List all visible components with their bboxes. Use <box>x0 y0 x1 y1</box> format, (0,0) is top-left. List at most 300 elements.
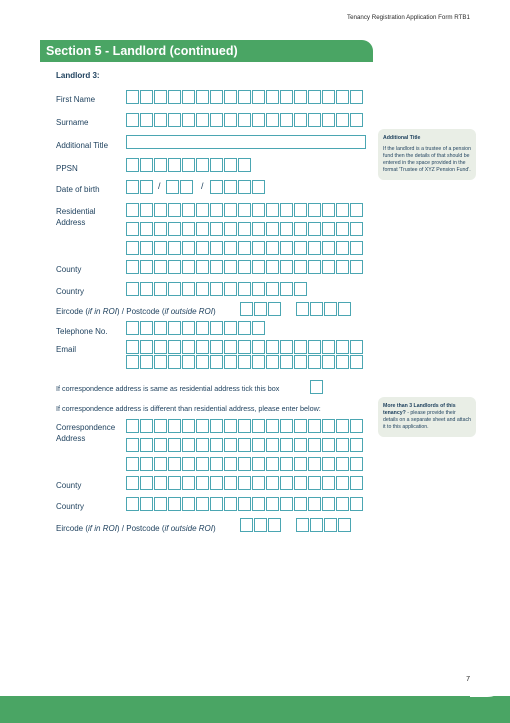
character-box[interactable] <box>252 113 265 127</box>
character-box[interactable] <box>266 222 279 236</box>
character-box[interactable] <box>294 222 307 236</box>
character-box[interactable] <box>296 302 309 316</box>
character-box[interactable] <box>154 203 167 217</box>
same-address-checkbox[interactable] <box>310 380 323 394</box>
character-box[interactable] <box>238 476 251 490</box>
character-box[interactable] <box>224 355 237 369</box>
character-box[interactable] <box>238 321 251 335</box>
character-box[interactable] <box>196 355 209 369</box>
character-box[interactable] <box>280 282 293 296</box>
character-box[interactable] <box>168 282 181 296</box>
character-box[interactable] <box>308 113 321 127</box>
character-box[interactable] <box>182 419 195 433</box>
character-box[interactable] <box>238 340 251 354</box>
character-box[interactable] <box>140 476 153 490</box>
character-box[interactable] <box>252 282 265 296</box>
character-box[interactable] <box>224 90 237 104</box>
character-box[interactable] <box>196 419 209 433</box>
character-box[interactable] <box>308 476 321 490</box>
character-box[interactable] <box>196 158 209 172</box>
character-box[interactable] <box>196 241 209 255</box>
character-box[interactable] <box>126 419 139 433</box>
character-box[interactable] <box>168 438 181 452</box>
character-box[interactable] <box>308 457 321 471</box>
character-box[interactable] <box>308 419 321 433</box>
county-field[interactable] <box>126 260 364 274</box>
character-box[interactable] <box>266 438 279 452</box>
character-box[interactable] <box>126 355 139 369</box>
character-box[interactable] <box>350 457 363 471</box>
character-box[interactable] <box>322 340 335 354</box>
character-box[interactable] <box>210 419 223 433</box>
character-box[interactable] <box>252 241 265 255</box>
character-box[interactable] <box>294 476 307 490</box>
character-box[interactable] <box>268 518 281 532</box>
character-box[interactable] <box>338 518 351 532</box>
character-box[interactable] <box>350 241 363 255</box>
correspondence-address-line-3[interactable] <box>126 457 364 471</box>
character-box[interactable] <box>294 203 307 217</box>
character-box[interactable] <box>252 260 265 274</box>
correspondence-eircode-routing-field[interactable] <box>240 518 282 532</box>
character-box[interactable] <box>210 241 223 255</box>
character-box[interactable] <box>294 113 307 127</box>
character-box[interactable] <box>154 438 167 452</box>
character-box[interactable] <box>294 419 307 433</box>
character-box[interactable] <box>182 476 195 490</box>
character-box[interactable] <box>140 241 153 255</box>
character-box[interactable] <box>224 457 237 471</box>
character-box[interactable] <box>322 476 335 490</box>
character-box[interactable] <box>168 241 181 255</box>
correspondence-address-line-1[interactable] <box>126 419 364 433</box>
character-box[interactable] <box>336 419 349 433</box>
character-box[interactable] <box>182 113 195 127</box>
character-box[interactable] <box>238 241 251 255</box>
character-box[interactable] <box>196 438 209 452</box>
character-box[interactable] <box>182 438 195 452</box>
character-box[interactable] <box>238 203 251 217</box>
character-box[interactable] <box>350 438 363 452</box>
character-box[interactable] <box>280 497 293 511</box>
character-box[interactable] <box>336 340 349 354</box>
character-box[interactable] <box>210 457 223 471</box>
character-box[interactable] <box>238 282 251 296</box>
character-box[interactable] <box>238 457 251 471</box>
character-box[interactable] <box>336 355 349 369</box>
character-box[interactable] <box>154 222 167 236</box>
character-box[interactable] <box>166 180 179 194</box>
character-box[interactable] <box>140 321 153 335</box>
character-box[interactable] <box>154 241 167 255</box>
character-box[interactable] <box>294 340 307 354</box>
character-box[interactable] <box>196 203 209 217</box>
character-box[interactable] <box>322 260 335 274</box>
character-box[interactable] <box>196 340 209 354</box>
character-box[interactable] <box>280 340 293 354</box>
character-box[interactable] <box>126 158 139 172</box>
character-box[interactable] <box>252 321 265 335</box>
character-box[interactable] <box>126 180 139 194</box>
character-box[interactable] <box>238 180 251 194</box>
character-box[interactable] <box>252 203 265 217</box>
character-box[interactable] <box>224 113 237 127</box>
character-box[interactable] <box>336 476 349 490</box>
character-box[interactable] <box>210 282 223 296</box>
character-box[interactable] <box>196 222 209 236</box>
character-box[interactable] <box>266 113 279 127</box>
character-box[interactable] <box>168 203 181 217</box>
character-box[interactable] <box>280 203 293 217</box>
character-box[interactable] <box>210 113 223 127</box>
character-box[interactable] <box>126 260 139 274</box>
character-box[interactable] <box>294 355 307 369</box>
character-box[interactable] <box>238 222 251 236</box>
character-box[interactable] <box>224 438 237 452</box>
character-box[interactable] <box>336 90 349 104</box>
character-box[interactable] <box>308 355 321 369</box>
character-box[interactable] <box>224 241 237 255</box>
character-box[interactable] <box>336 260 349 274</box>
eircode-identifier-field[interactable] <box>296 302 352 316</box>
character-box[interactable] <box>322 497 335 511</box>
character-box[interactable] <box>238 355 251 369</box>
character-box[interactable] <box>140 419 153 433</box>
character-box[interactable] <box>322 203 335 217</box>
character-box[interactable] <box>168 113 181 127</box>
character-box[interactable] <box>224 180 237 194</box>
character-box[interactable] <box>168 340 181 354</box>
character-box[interactable] <box>308 203 321 217</box>
character-box[interactable] <box>196 90 209 104</box>
character-box[interactable] <box>182 90 195 104</box>
character-box[interactable] <box>266 340 279 354</box>
character-box[interactable] <box>350 222 363 236</box>
character-box[interactable] <box>322 222 335 236</box>
character-box[interactable] <box>126 241 139 255</box>
character-box[interactable] <box>336 497 349 511</box>
character-box[interactable] <box>224 260 237 274</box>
correspondence-address-line-2[interactable] <box>126 438 364 452</box>
character-box[interactable] <box>196 497 209 511</box>
character-box[interactable] <box>210 90 223 104</box>
character-box[interactable] <box>140 497 153 511</box>
character-box[interactable] <box>350 476 363 490</box>
character-box[interactable] <box>294 260 307 274</box>
character-box[interactable] <box>168 355 181 369</box>
character-box[interactable] <box>240 518 253 532</box>
correspondence-county-field[interactable] <box>126 476 364 490</box>
character-box[interactable] <box>308 222 321 236</box>
character-box[interactable] <box>126 282 139 296</box>
character-box[interactable] <box>196 282 209 296</box>
character-box[interactable] <box>266 355 279 369</box>
character-box[interactable] <box>338 302 351 316</box>
character-box[interactable] <box>168 321 181 335</box>
eircode-routing-field[interactable] <box>240 302 282 316</box>
email-line-2[interactable] <box>126 355 364 369</box>
character-box[interactable] <box>210 222 223 236</box>
character-box[interactable] <box>350 260 363 274</box>
character-box[interactable] <box>168 158 181 172</box>
character-box[interactable] <box>252 438 265 452</box>
character-box[interactable] <box>240 302 253 316</box>
character-box[interactable] <box>210 180 223 194</box>
character-box[interactable] <box>252 497 265 511</box>
character-box[interactable] <box>154 282 167 296</box>
character-box[interactable] <box>126 113 139 127</box>
character-box[interactable] <box>336 457 349 471</box>
character-box[interactable] <box>252 90 265 104</box>
character-box[interactable] <box>154 158 167 172</box>
character-box[interactable] <box>280 419 293 433</box>
character-box[interactable] <box>182 497 195 511</box>
character-box[interactable] <box>310 518 323 532</box>
character-box[interactable] <box>252 180 265 194</box>
character-box[interactable] <box>140 203 153 217</box>
character-box[interactable] <box>280 438 293 452</box>
character-box[interactable] <box>238 419 251 433</box>
character-box[interactable] <box>224 476 237 490</box>
additional-title-field[interactable] <box>126 135 366 149</box>
residential-address-line-2[interactable] <box>126 222 364 236</box>
character-box[interactable] <box>280 355 293 369</box>
character-box[interactable] <box>126 457 139 471</box>
dob-day-field[interactable] <box>126 180 154 194</box>
character-box[interactable] <box>266 457 279 471</box>
character-box[interactable] <box>210 158 223 172</box>
character-box[interactable] <box>324 518 337 532</box>
character-box[interactable] <box>238 158 251 172</box>
character-box[interactable] <box>154 113 167 127</box>
character-box[interactable] <box>196 321 209 335</box>
character-box[interactable] <box>126 90 139 104</box>
character-box[interactable] <box>154 419 167 433</box>
character-box[interactable] <box>294 457 307 471</box>
character-box[interactable] <box>308 497 321 511</box>
character-box[interactable] <box>210 355 223 369</box>
character-box[interactable] <box>350 419 363 433</box>
character-box[interactable] <box>210 497 223 511</box>
character-box[interactable] <box>210 203 223 217</box>
character-box[interactable] <box>238 438 251 452</box>
character-box[interactable] <box>294 90 307 104</box>
character-box[interactable] <box>168 222 181 236</box>
character-box[interactable] <box>294 241 307 255</box>
character-box[interactable] <box>266 203 279 217</box>
character-box[interactable] <box>180 180 193 194</box>
character-box[interactable] <box>336 203 349 217</box>
character-box[interactable] <box>182 260 195 274</box>
character-box[interactable] <box>252 419 265 433</box>
character-box[interactable] <box>224 340 237 354</box>
correspondence-eircode-identifier-field[interactable] <box>296 518 352 532</box>
character-box[interactable] <box>350 497 363 511</box>
character-box[interactable] <box>210 476 223 490</box>
character-box[interactable] <box>322 419 335 433</box>
character-box[interactable] <box>126 222 139 236</box>
character-box[interactable] <box>126 497 139 511</box>
character-box[interactable] <box>196 260 209 274</box>
character-box[interactable] <box>154 90 167 104</box>
character-box[interactable] <box>224 158 237 172</box>
character-box[interactable] <box>336 113 349 127</box>
character-box[interactable] <box>182 457 195 471</box>
character-box[interactable] <box>254 518 267 532</box>
character-box[interactable] <box>140 113 153 127</box>
character-box[interactable] <box>336 438 349 452</box>
character-box[interactable] <box>224 282 237 296</box>
character-box[interactable] <box>196 113 209 127</box>
character-box[interactable] <box>224 222 237 236</box>
character-box[interactable] <box>310 302 323 316</box>
character-box[interactable] <box>252 355 265 369</box>
character-box[interactable] <box>238 497 251 511</box>
character-box[interactable] <box>168 497 181 511</box>
character-box[interactable] <box>182 355 195 369</box>
character-box[interactable] <box>308 260 321 274</box>
character-box[interactable] <box>210 321 223 335</box>
character-box[interactable] <box>266 241 279 255</box>
character-box[interactable] <box>266 90 279 104</box>
first-name-field[interactable] <box>126 90 364 104</box>
character-box[interactable] <box>252 476 265 490</box>
character-box[interactable] <box>140 457 153 471</box>
character-box[interactable] <box>140 90 153 104</box>
character-box[interactable] <box>168 419 181 433</box>
character-box[interactable] <box>182 158 195 172</box>
dob-month-field[interactable] <box>166 180 194 194</box>
character-box[interactable] <box>126 340 139 354</box>
character-box[interactable] <box>266 260 279 274</box>
character-box[interactable] <box>308 438 321 452</box>
character-box[interactable] <box>294 282 307 296</box>
character-box[interactable] <box>336 241 349 255</box>
character-box[interactable] <box>238 260 251 274</box>
character-box[interactable] <box>168 90 181 104</box>
character-box[interactable] <box>280 113 293 127</box>
character-box[interactable] <box>154 476 167 490</box>
character-box[interactable] <box>308 241 321 255</box>
character-box[interactable] <box>210 340 223 354</box>
character-box[interactable] <box>140 180 153 194</box>
character-box[interactable] <box>336 222 349 236</box>
character-box[interactable] <box>168 260 181 274</box>
character-box[interactable] <box>294 497 307 511</box>
character-box[interactable] <box>350 340 363 354</box>
email-line-1[interactable] <box>126 340 364 354</box>
character-box[interactable] <box>182 321 195 335</box>
character-box[interactable] <box>252 340 265 354</box>
character-box[interactable] <box>224 419 237 433</box>
character-box[interactable] <box>296 518 309 532</box>
character-box[interactable] <box>254 302 267 316</box>
character-box[interactable] <box>224 497 237 511</box>
character-box[interactable] <box>280 222 293 236</box>
character-box[interactable] <box>350 203 363 217</box>
character-box[interactable] <box>350 355 363 369</box>
character-box[interactable] <box>266 282 279 296</box>
telephone-field[interactable] <box>126 321 266 335</box>
character-box[interactable] <box>308 90 321 104</box>
character-box[interactable] <box>280 241 293 255</box>
character-box[interactable] <box>126 321 139 335</box>
country-field[interactable] <box>126 282 308 296</box>
character-box[interactable] <box>308 340 321 354</box>
character-box[interactable] <box>154 340 167 354</box>
character-box[interactable] <box>280 457 293 471</box>
character-box[interactable] <box>322 438 335 452</box>
character-box[interactable] <box>350 113 363 127</box>
character-box[interactable] <box>140 438 153 452</box>
character-box[interactable] <box>154 355 167 369</box>
surname-field[interactable] <box>126 113 364 127</box>
character-box[interactable] <box>126 203 139 217</box>
character-box[interactable] <box>238 113 251 127</box>
character-box[interactable] <box>140 282 153 296</box>
character-box[interactable] <box>168 476 181 490</box>
character-box[interactable] <box>140 355 153 369</box>
character-box[interactable] <box>140 260 153 274</box>
character-box[interactable] <box>266 419 279 433</box>
correspondence-country-field[interactable] <box>126 497 364 511</box>
character-box[interactable] <box>294 438 307 452</box>
residential-address-line-3[interactable] <box>126 241 364 255</box>
character-box[interactable] <box>168 457 181 471</box>
character-box[interactable] <box>268 302 281 316</box>
character-box[interactable] <box>280 260 293 274</box>
character-box[interactable] <box>252 222 265 236</box>
character-box[interactable] <box>224 321 237 335</box>
character-box[interactable] <box>322 355 335 369</box>
character-box[interactable] <box>266 497 279 511</box>
character-box[interactable] <box>154 497 167 511</box>
character-box[interactable] <box>322 241 335 255</box>
character-box[interactable] <box>154 457 167 471</box>
character-box[interactable] <box>224 203 237 217</box>
character-box[interactable] <box>154 260 167 274</box>
character-box[interactable] <box>182 241 195 255</box>
character-box[interactable] <box>196 457 209 471</box>
character-box[interactable] <box>252 457 265 471</box>
residential-address-line-1[interactable] <box>126 203 364 217</box>
character-box[interactable] <box>182 340 195 354</box>
character-box[interactable] <box>182 222 195 236</box>
character-box[interactable] <box>126 438 139 452</box>
character-box[interactable] <box>322 457 335 471</box>
character-box[interactable] <box>324 302 337 316</box>
character-box[interactable] <box>126 476 139 490</box>
character-box[interactable] <box>140 340 153 354</box>
character-box[interactable] <box>322 113 335 127</box>
character-box[interactable] <box>280 476 293 490</box>
character-box[interactable] <box>210 260 223 274</box>
character-box[interactable] <box>196 476 209 490</box>
character-box[interactable] <box>322 90 335 104</box>
character-box[interactable] <box>280 90 293 104</box>
character-box[interactable] <box>140 158 153 172</box>
character-box[interactable] <box>154 321 167 335</box>
character-box[interactable] <box>210 438 223 452</box>
character-box[interactable] <box>266 476 279 490</box>
character-box[interactable] <box>238 90 251 104</box>
character-box[interactable] <box>182 282 195 296</box>
character-box[interactable] <box>182 203 195 217</box>
character-box[interactable] <box>140 222 153 236</box>
character-box[interactable] <box>350 90 363 104</box>
dob-year-field[interactable] <box>210 180 266 194</box>
ppsn-field[interactable] <box>126 158 252 172</box>
